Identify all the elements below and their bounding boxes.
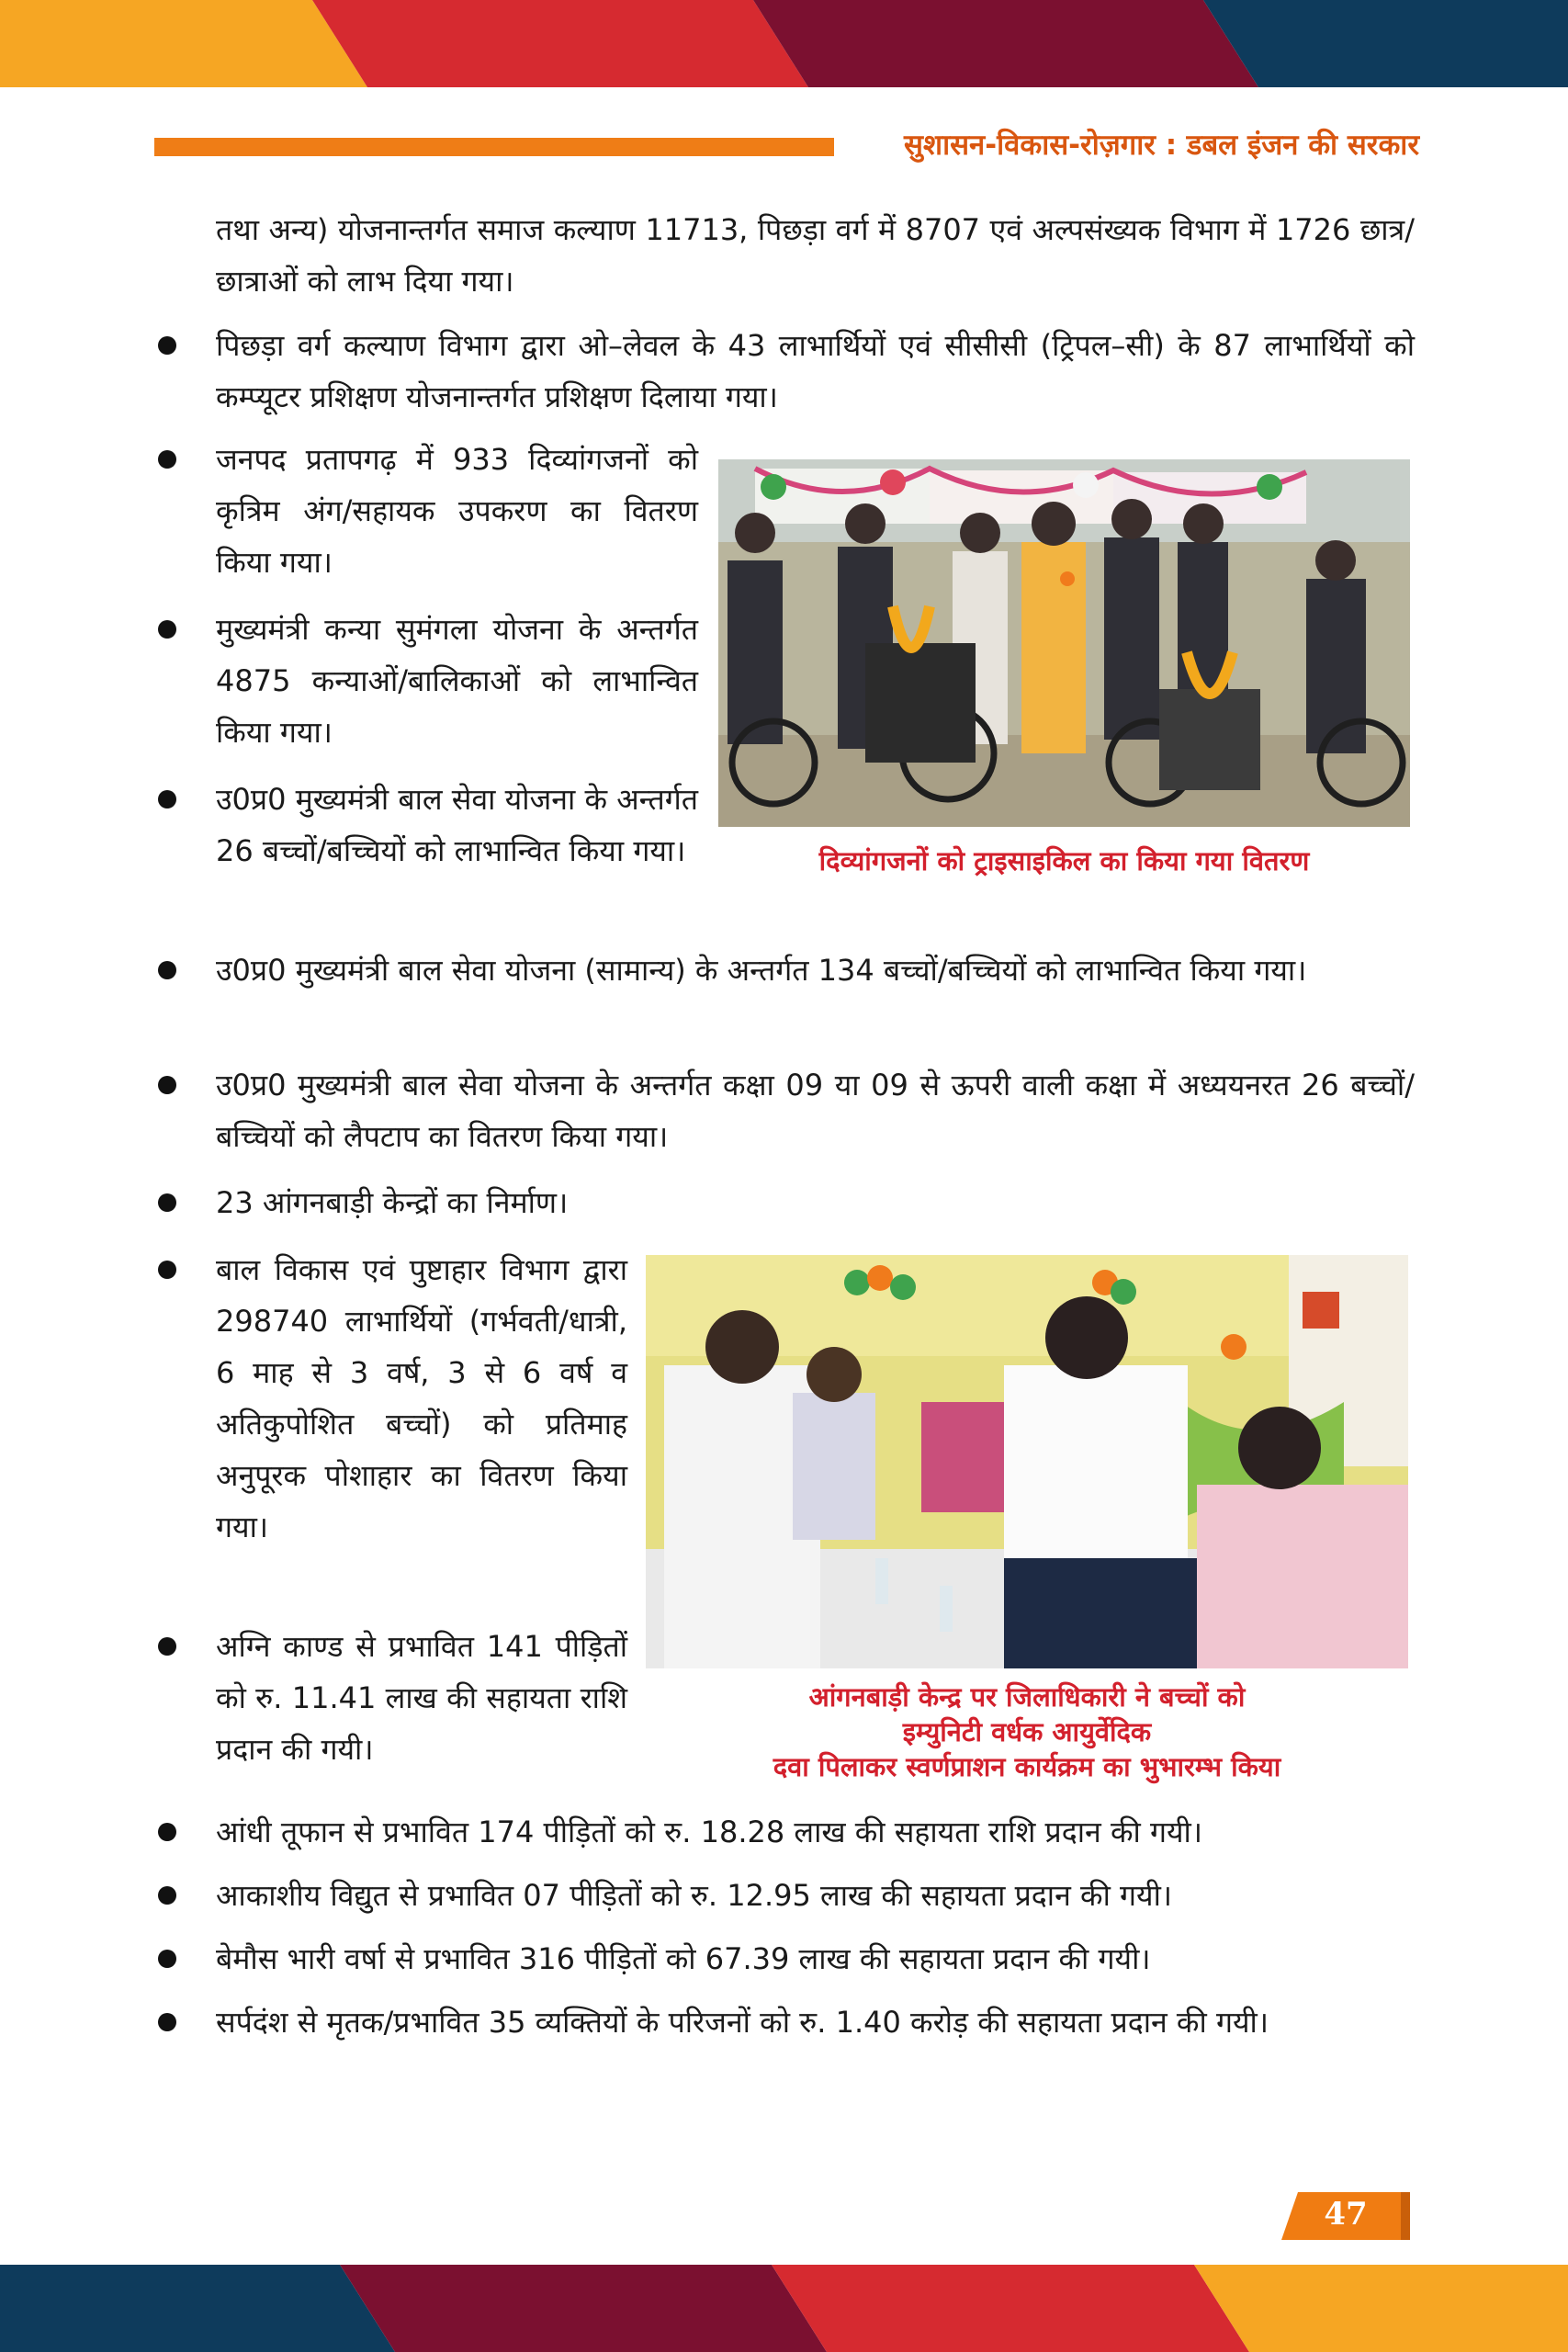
bullet-icon (158, 1886, 176, 1905)
list-item-laptop-distribution: उ0प्र0 मुख्यमंत्री बाल सेवा योजना के अन्तर्गत कक्षा 09 या 09 से ऊपरी वाली कक्षा में अध्ययनरत 26 बच्चों/बच्चियों को लैपटाप का वितरण किया गया। (216, 1068, 1415, 1154)
top-decorative-band (0, 0, 1568, 87)
anganwadi-event-photo (646, 1255, 1408, 1668)
list-item-storm-relief: आंधी तूफान से प्रभावित 174 पीड़ितों को रु. 18.28 लाख की सहायता राशि प्रदान की गयी। (216, 1815, 1202, 1849)
page-number: 47 (1324, 2196, 1368, 2233)
bullet-icon (158, 1076, 176, 1094)
page-number-shade (1401, 2192, 1410, 2240)
tricycle-distribution-photo (718, 459, 1410, 827)
list-item-computer-training: पिछड़ा वर्ग कल्याण विभाग द्वारा ओ–लेवल के 43 लाभार्थियों एवं सीसीसी (ट्रिपल–सी) के 87 लाभार्थियों को कम्प्यूटर प्रशिक्षण योजनान्तर्गत प्रशिक्षण दिलाया गया। (216, 328, 1415, 414)
photo-caption (646, 1679, 1408, 1784)
header-rule (154, 138, 834, 156)
bullet-icon (158, 2013, 176, 2031)
photo-caption: दिव्यांगजनों को ट्राइसाइकिल का किया गया वितरण (818, 845, 1310, 876)
page-number-tab (1281, 2192, 1410, 2240)
list-item-fire-relief: अग्नि काण्ड से प्रभावित 141 पीड़ितों को रु. 11.41 लाख की सहायता राशि प्रदान की गयी। (216, 1629, 627, 1767)
list-item-bal-seva-general: उ0प्र0 मुख्यमंत्री बाल सेवा योजना (सामान्य) के अन्तर्गत 134 बच्चों/बच्चियों को लाभान्वित किया गया। (216, 953, 1307, 988)
bullet-icon (158, 620, 176, 639)
bullet-icon (158, 1637, 176, 1656)
paragraph-continuation: तथा अन्य) योजनान्तर्गत समाज कल्याण 11713, पिछड़ा वर्ग में 8707 एवं अल्पसंख्यक विभाग में 1726 छात्र/छात्राओं को लाभ दिया गया। (216, 212, 1415, 299)
header-title: सुशासन-विकास-रोज़गार : डबल इंजन की सरकार (904, 129, 1419, 162)
list-item-lightning-relief: आकाशीय विद्युत से प्रभावित 07 पीड़ितों को रु. 12.95 लाख की सहायता प्रदान की गयी। (216, 1878, 1173, 1913)
bullet-icon (158, 1261, 176, 1279)
list-item-snakebite-relief: सर्पदंश से मृतक/प्रभावित 35 व्यक्तियों के परिजनों को रु. 1.40 करोड़ की सहायता प्रदान की गयी। (216, 2005, 1269, 2040)
list-item-nutrition: बाल विकास एवं पुष्टाहार विभाग द्वारा 298740 लाभार्थियों (गर्भवती/धात्री, 6 माह से 3 वर्ष, 3 से 6 वर्ष व अतिकुपोशित बच्चों) को प्रतिमाह अनुपूरक पोशाहार का वितरण किया गया। (216, 1252, 627, 1544)
caption-line: आंगनबाड़ी केन्द्र पर जिलाधिकारी ने बच्चों को (808, 1681, 1246, 1713)
bullet-icon (158, 790, 176, 808)
list-item-anganwadi: 23 आंगनबाड़ी केन्द्रों का निर्माण। (216, 1185, 569, 1220)
bullet-icon (158, 1193, 176, 1212)
caption-line: इम्युनिटी वर्धक आयुर्वेदिक (902, 1716, 1152, 1747)
bullet-icon (158, 961, 176, 979)
bullet-icon (158, 336, 176, 355)
caption-line: दवा पिलाकर स्वर्णप्राशन कार्यक्रम का भुभारम्भ किया (773, 1751, 1281, 1782)
bullet-icon (158, 450, 176, 469)
list-item-bal-seva: उ0प्र0 मुख्यमंत्री बाल सेवा योजना के अन्तर्गत 26 बच्चों/बच्चियों को लाभान्वित किया गया। (216, 782, 698, 868)
list-item-kanya-sumangala: मुख्यमंत्री कन्या सुमंगला योजना के अन्तर्गत 4875 कन्याओं/बालिकाओं को लाभान्वित किया गया। (216, 612, 698, 750)
list-item-rain-relief: बेमौस भारी वर्षा से प्रभावित 316 पीड़ितों को 67.39 लाख की सहायता प्रदान की गयी। (216, 1941, 1151, 1976)
bullet-icon (158, 1823, 176, 1841)
bottom-decorative-band (0, 2265, 1568, 2352)
bullet-icon (158, 1950, 176, 1968)
list-item-divyang: जनपद प्रतापगढ़ में 933 दिव्यांगजनों को कृत्रिम अंग/सहायक उपकरण का वितरण किया गया। (216, 442, 698, 580)
